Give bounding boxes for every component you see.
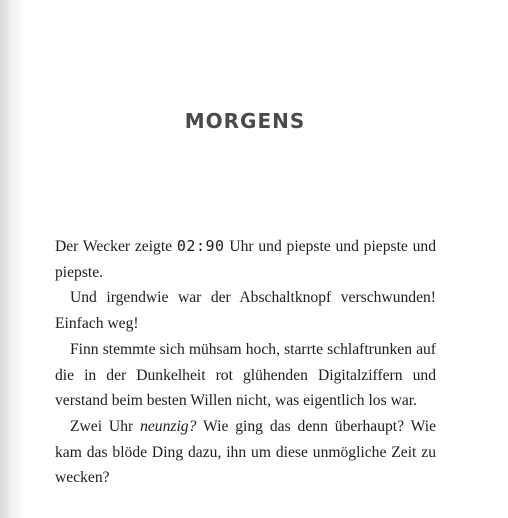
paragraph-4 — [55, 414, 436, 491]
gutter-shadow — [0, 0, 26, 518]
paragraph-1-start: Der Wecker zeigte — [55, 238, 177, 255]
chapter-body — [55, 234, 436, 491]
paragraph-3: Finn stemmte sich mühsam hoch, starrte schlaftrunken auf die in der Dunkelheit rot glühenden Digitalziffern und verstand beim besten Willen nicht, was eigentlich los war. — [55, 340, 436, 410]
paragraph-1-end: Uhr und piepste und piepste und piepste. — [55, 238, 436, 281]
digital-clock-time: 02:90 — [176, 237, 225, 255]
paragraph-4-start: Zwei Uhr — [70, 417, 141, 435]
chapter-title: MORGENS — [184, 109, 306, 133]
paragraph-1 — [55, 234, 436, 285]
paragraph-4-end: Wie ging das denn überhaupt? Wie kam das blöde Ding dazu, ihn um diese unmögliche Zeit zu wecken? — [55, 417, 436, 487]
paragraph-2: Und irgendwie war der Abschaltknopf verschwunden! Einfach weg! — [55, 289, 436, 333]
emphasis-neunzig: neunzig? — [140, 417, 197, 435]
